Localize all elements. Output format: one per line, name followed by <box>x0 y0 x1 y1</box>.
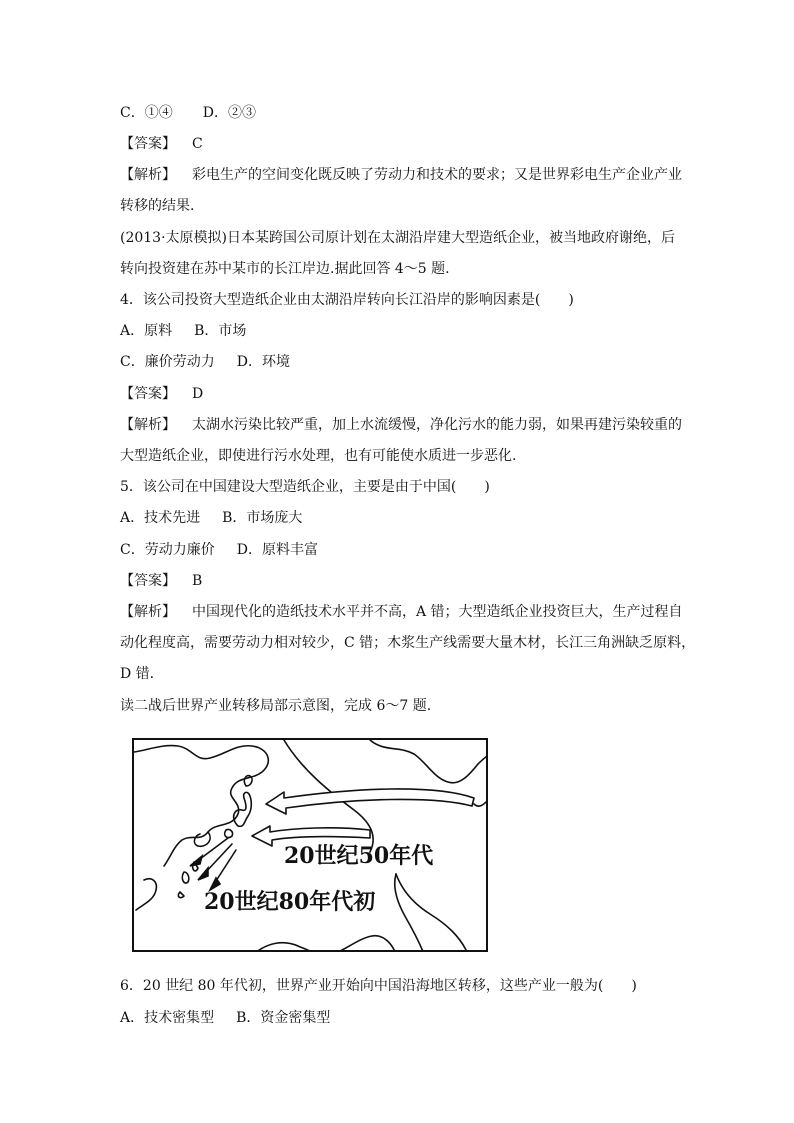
q4-option-d: D．环境 <box>236 354 290 370</box>
q4-analysis-line-2: 大型造纸企业，即使进行污水处理，也有可能使水质进一步恶化. <box>120 448 517 464</box>
answer-label: 【答案】 <box>120 136 176 152</box>
taiwan-outline <box>182 872 188 883</box>
industry-transfer-map <box>132 738 488 952</box>
japan-main-island <box>234 792 252 826</box>
intro-4-5-line-2: 转向投资建在苏中某市的长江岸边.据此回答 4～5 题. <box>120 261 450 277</box>
intro-4-5-line-1: (2013·太原模拟)日本某跨国公司原计划在太湖沿岸建大型造纸企业，被当地政府谢绝，后 <box>120 230 676 246</box>
answer-value: B <box>192 573 203 589</box>
q4-options-cd <box>120 352 290 372</box>
q5-option-d: D．原料丰富 <box>236 542 318 558</box>
q4-options-ab <box>120 321 246 341</box>
label-1980s: 20世纪80年代初 <box>204 889 376 915</box>
q4-analysis-line-1 <box>120 415 682 435</box>
intro-6-7: 读二战后世界产业转移局部示意图，完成 6～7 题. <box>120 698 432 714</box>
analysis-text: 中国现代化的造纸技术水平并不高，A 错；大型造纸企业投资巨大，生产过程自 <box>192 604 683 620</box>
asia-coastline <box>134 746 268 866</box>
analysis-text: 太湖水污染比较严重，加上水流缓慢，净化污水的能力弱，如果再建污染较重的 <box>192 417 682 433</box>
southern-coastline <box>334 936 396 952</box>
analysis-label: 【解析】 <box>120 417 176 433</box>
q3-analysis-line-1 <box>120 165 682 185</box>
north-america-coastline <box>370 740 488 783</box>
answer-label: 【答案】 <box>120 386 176 402</box>
q5-stem: 5．该公司在中国建设大型造纸企业，主要是由于中国( ) <box>120 479 490 495</box>
q6-option-b: B．资金密集型 <box>236 1010 331 1026</box>
answer-value: C <box>192 136 203 152</box>
label-1950s: 20世纪50年代 <box>284 843 434 869</box>
q6-stem: 6．20 世纪 80 年代初，世界产业开始向中国沿海地区转移，这些产业一般为( ) <box>120 978 637 994</box>
q5-options-ab <box>120 508 302 528</box>
q6-option-a: A．技术密集型 <box>120 1010 215 1026</box>
q4-answer <box>120 384 203 404</box>
q4-stem: 4．该公司投资大型造纸企业由太湖沿岸转向长江沿岸的影响因素是( ) <box>120 292 574 308</box>
q6-options-ab <box>120 1008 330 1028</box>
q3-option-d: D．②③ <box>202 105 256 121</box>
analysis-label: 【解析】 <box>120 167 176 183</box>
arrow-1950s-upper <box>266 789 474 814</box>
korea-outline <box>194 832 210 846</box>
q5-option-c: C．劳动力廉价 <box>120 542 215 558</box>
q3-answer <box>120 134 203 154</box>
q3-options-cd <box>120 103 256 123</box>
japan-south-island <box>225 829 233 837</box>
americas-coastline <box>396 874 468 952</box>
q5-analysis-line-2: 动化程度高，需要劳动力相对较少，C 错；木浆生产线需要大量木材，长江三角洲缺乏原料， <box>120 635 696 651</box>
answer-value: D <box>192 386 204 402</box>
analysis-label: 【解析】 <box>120 604 176 620</box>
q4-option-b: B．市场 <box>194 323 247 339</box>
q3-analysis-line-2: 转移的结果. <box>120 198 195 214</box>
q4-option-c: C．廉价劳动力 <box>120 354 215 370</box>
q5-answer <box>120 571 202 591</box>
q5-analysis-line-3: D 错. <box>120 666 155 682</box>
q5-option-a: A．技术先进 <box>120 510 201 526</box>
answer-label: 【答案】 <box>120 573 176 589</box>
hainan-outline <box>178 892 184 898</box>
q5-analysis-line-1 <box>120 602 683 622</box>
q5-option-b: B．市场庞大 <box>222 510 303 526</box>
q5-options-cd <box>120 540 318 560</box>
q3-option-c: C．①④ <box>120 105 173 121</box>
q4-option-a: A．原料 <box>120 323 173 339</box>
analysis-text: 彩电生产的空间变化既反映了劳动力和技术的要求；又是世界彩电生产企业产业 <box>192 167 682 183</box>
